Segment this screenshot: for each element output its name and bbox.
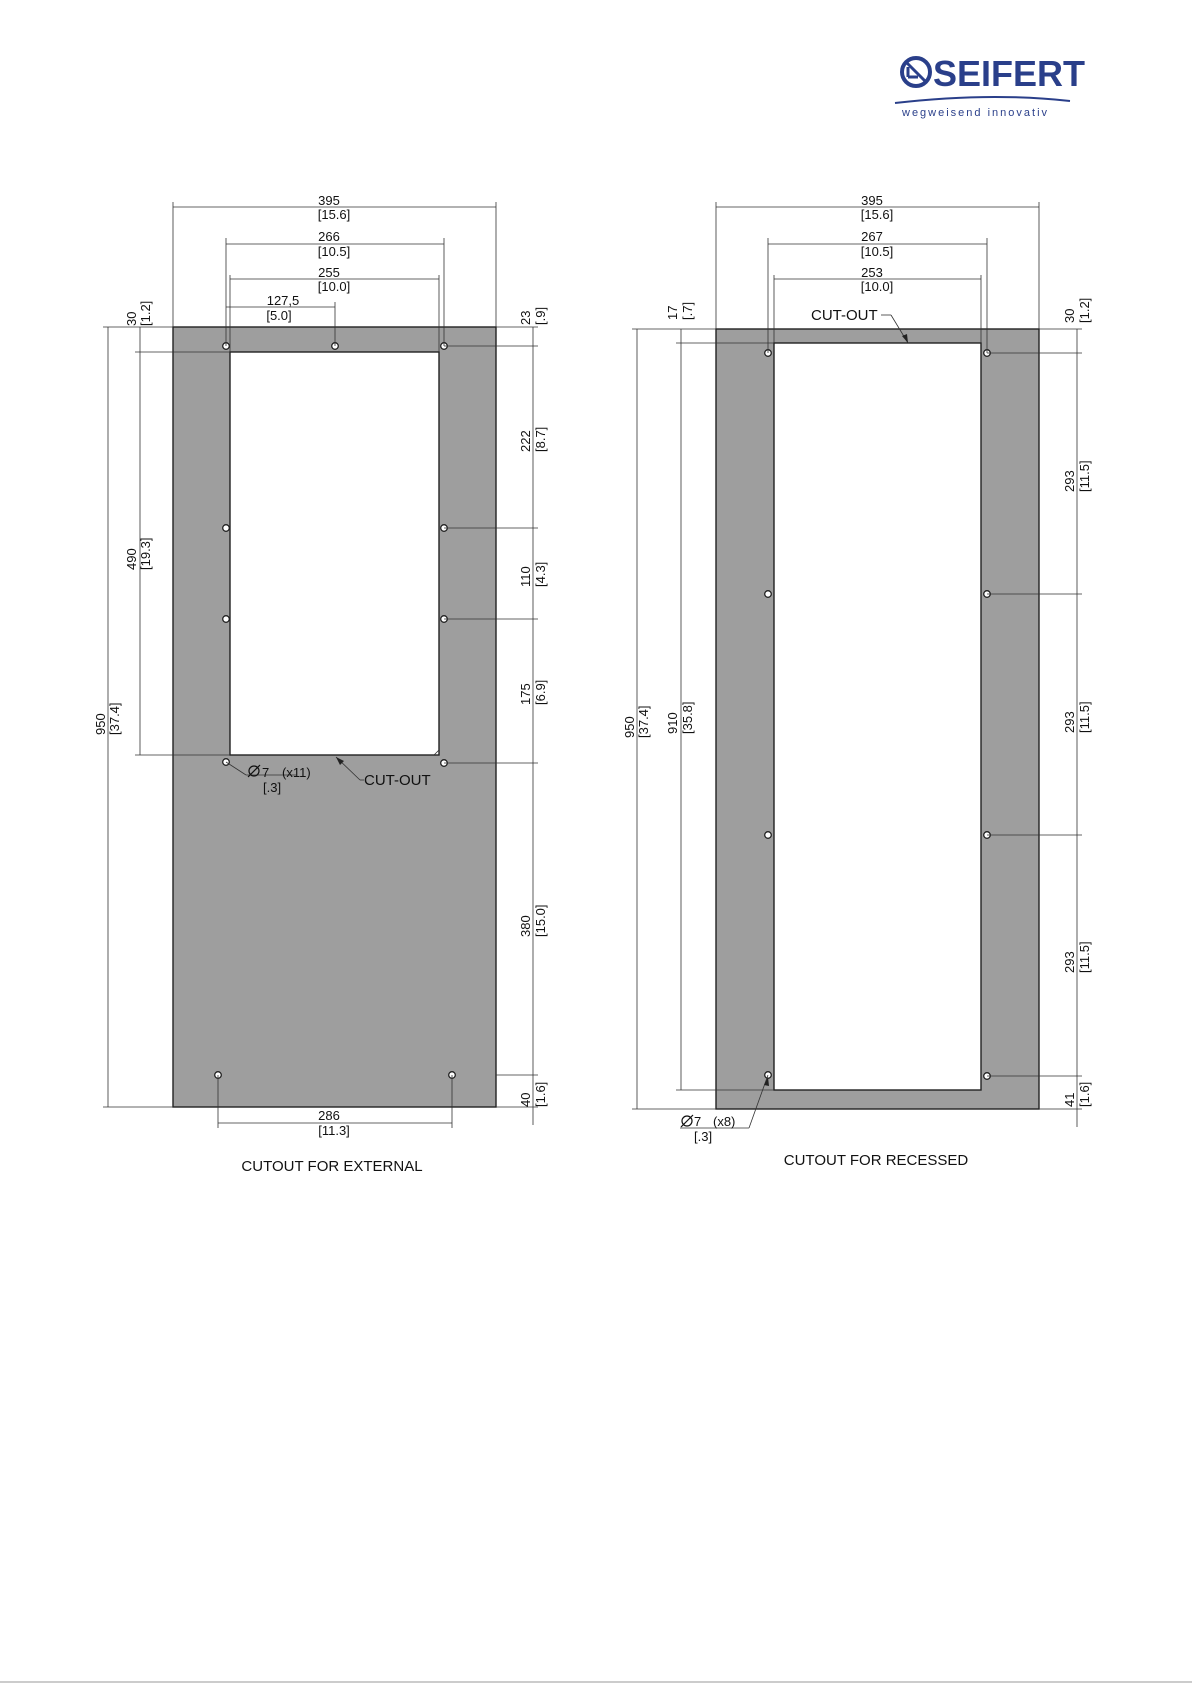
dim-label: [10.5] — [860, 244, 894, 259]
dim-label: [1.6] — [1077, 1081, 1092, 1107]
dim-label: 286 — [318, 1108, 340, 1123]
dim-label: 266 — [318, 229, 340, 244]
external-cutout — [230, 352, 439, 755]
dim-label: [11.5] — [1077, 460, 1092, 492]
dim-label: 30 — [1062, 308, 1077, 323]
dim-label: 395 — [318, 193, 340, 208]
dim-label: 253 — [861, 265, 883, 280]
dim-label: 110 — [518, 566, 533, 587]
hole-count-label: (x8) — [713, 1114, 736, 1129]
dim-label: 175 — [518, 683, 533, 705]
dim-label: [.7] — [680, 301, 695, 320]
recessed-cutout-drawing — [622, 193, 1092, 1169]
dim-label: [4.3] — [533, 561, 548, 587]
dim-label: [15.6] — [860, 207, 894, 222]
hole-inch-label: [.3] — [694, 1129, 713, 1144]
dim-label: [11.3] — [318, 1123, 350, 1138]
dim-label: 950 — [622, 716, 637, 738]
dim-label: 395 — [861, 193, 883, 208]
dim-label: 17 — [665, 305, 680, 320]
bolt-hole — [223, 525, 230, 532]
dim-label: [5.0] — [266, 308, 292, 323]
external-cutout-drawing — [93, 193, 548, 1175]
dim-label: 127,5 — [266, 293, 300, 308]
dim-label: [6.9] — [533, 679, 548, 705]
recessed-cutout — [774, 343, 981, 1090]
dim-label: [.9] — [533, 306, 548, 325]
dim-label: 950 — [93, 713, 108, 735]
dim-label: [37.4] — [636, 705, 651, 738]
cutout-label: CUT-OUT — [811, 307, 878, 324]
dim-label: [1.2] — [1077, 297, 1092, 323]
dim-label: [37.4] — [107, 702, 122, 735]
bolt-hole — [765, 832, 772, 839]
hole-dia-label: 7 — [694, 1114, 702, 1129]
dim-label: [11.5] — [1077, 701, 1092, 733]
dim-label: [15.0] — [533, 904, 548, 937]
dim-label: [19.3] — [138, 537, 153, 570]
recessed-caption: CUTOUT FOR RECESSED — [783, 1152, 969, 1169]
dim-label: [1.6] — [533, 1081, 548, 1107]
dim-label: [10.5] — [317, 244, 351, 259]
dim-label: 41 — [1062, 1092, 1077, 1107]
dim-label: [1.2] — [138, 300, 153, 326]
seifert-logo — [895, 53, 1085, 119]
dim-label: [10.0] — [317, 279, 351, 294]
dim-label: [35.8] — [680, 701, 695, 734]
dim-label: 293 — [1062, 951, 1077, 973]
dim-label: [11.5] — [1077, 941, 1092, 973]
cutout-label: CUT-OUT — [364, 772, 431, 789]
logo-tagline: wegweisend innovativ — [902, 107, 1050, 119]
external-caption: CUTOUT FOR EXTERNAL — [241, 1158, 423, 1175]
hole-count-label: (x11) — [282, 765, 311, 780]
dim-label: 222 — [518, 430, 533, 452]
dim-label: 293 — [1062, 711, 1077, 733]
hole-inch-label: [.3] — [263, 780, 282, 795]
dim-label: 267 — [861, 229, 883, 244]
dim-label: 910 — [665, 712, 680, 734]
dim-label: [15.6] — [317, 207, 351, 222]
dim-label: 30 — [124, 311, 139, 326]
dim-label: 380 — [518, 915, 533, 937]
bolt-hole — [223, 616, 230, 623]
page-bottom-edge — [0, 1681, 1192, 1683]
dim-label: [8.7] — [533, 426, 548, 452]
dim-label: 293 — [1062, 470, 1077, 492]
dim-label: 255 — [318, 265, 340, 280]
dim-label: 40 — [518, 1092, 533, 1107]
logo-wordmark: SEIFERT — [933, 53, 1086, 94]
bolt-hole — [765, 591, 772, 598]
dim-label: 23 — [518, 310, 533, 325]
hole-dia-label: 7 — [262, 765, 270, 780]
dim-label: 490 — [124, 548, 139, 570]
dim-label: [10.0] — [860, 279, 894, 294]
